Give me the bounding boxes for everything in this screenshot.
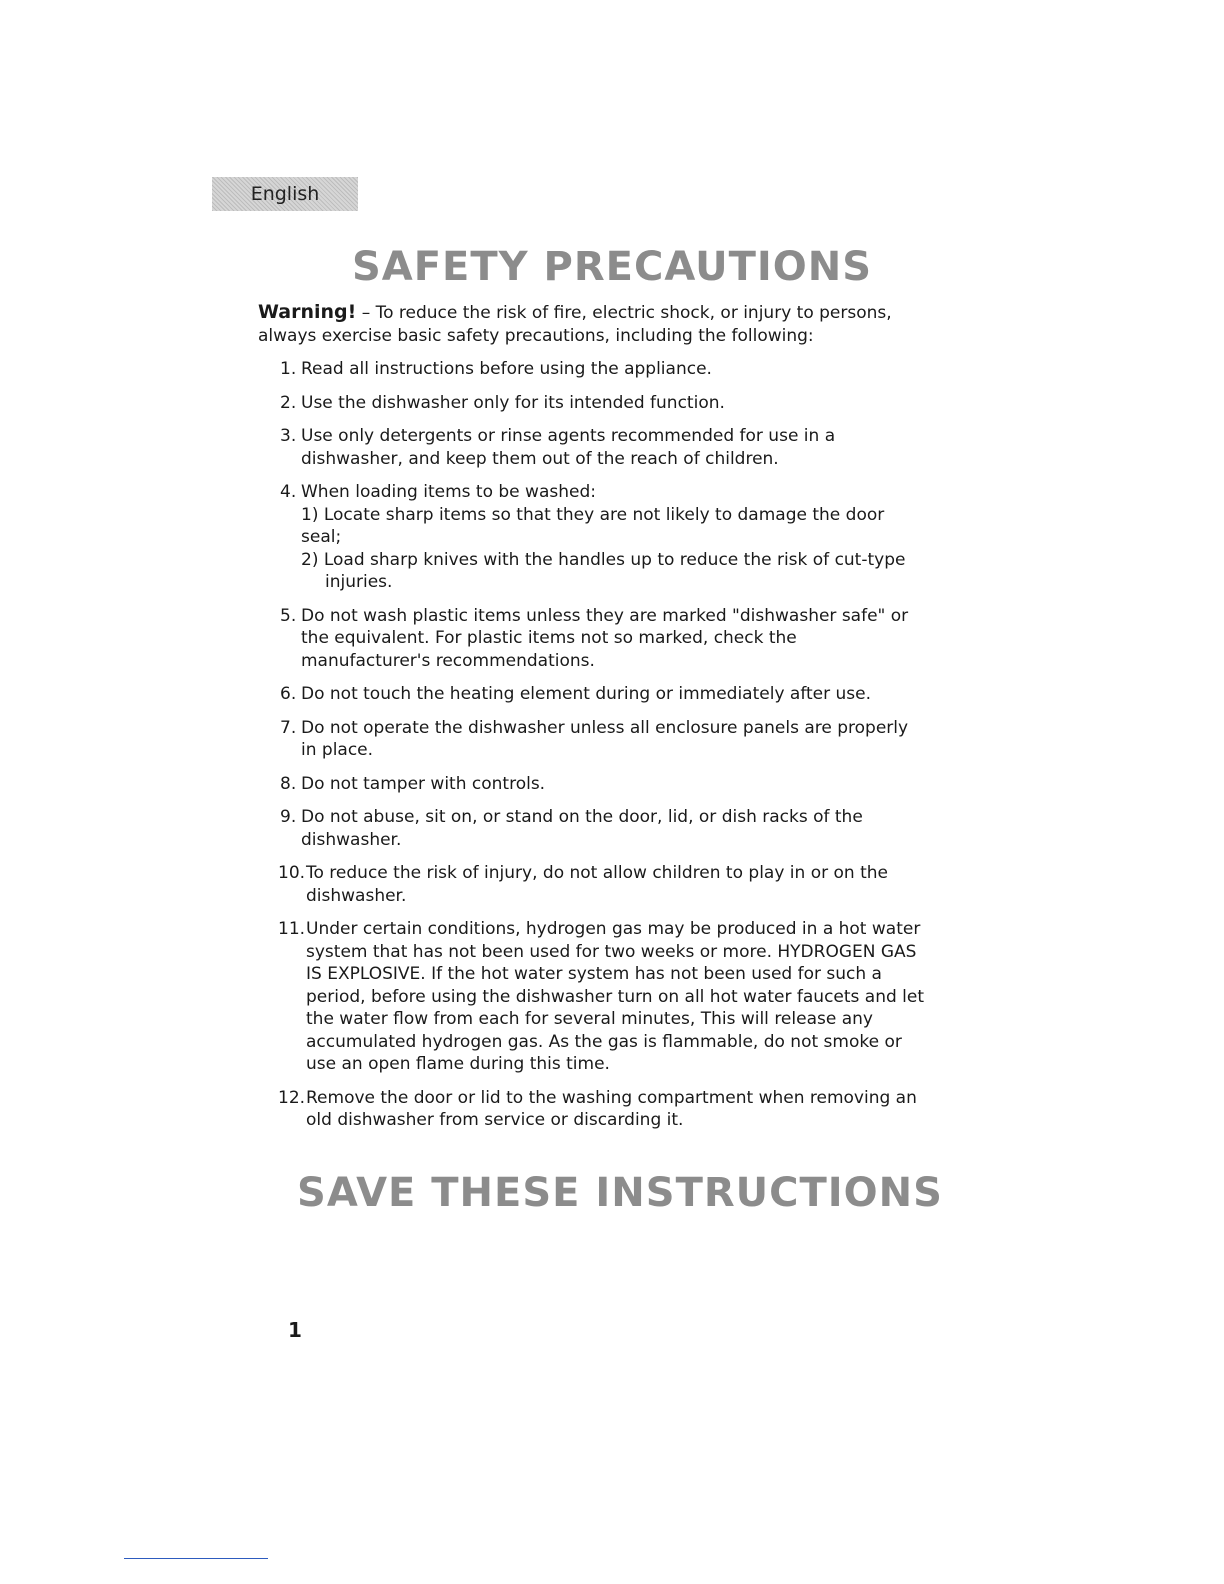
item-text: To reduce the risk of injury, do not allow children to play in or on the dishwasher. (306, 863, 888, 906)
item-number: 1. (280, 359, 297, 379)
item-number: 12. (278, 1087, 306, 1108)
list-item (258, 392, 928, 415)
warning-intro (258, 301, 926, 348)
list-item (258, 717, 928, 762)
item-number: 5. (280, 605, 297, 626)
item-text: Do not touch the heating element during or immediately after use. (301, 684, 872, 704)
item-number: 3. (280, 426, 297, 446)
warning-text: – To reduce the risk of fire, electric shock, or injury to persons, always exercise basic safety precautions, including the following: (258, 303, 892, 346)
item-text: Do not operate the dishwasher unless all enclosure panels are properly in place. (301, 717, 909, 760)
list-item (258, 806, 928, 851)
item-text: Use only detergents or rinse agents recommended for use in a dishwasher, and keep them out of the reach of children. (301, 426, 836, 469)
item-text: When loading items to be washed: (301, 482, 596, 502)
sub-item-text: 2) Load sharp knives with the handles up to reduce the risk of cut-type injuries. (301, 549, 906, 592)
page-title: SAFETY PRECAUTIONS (351, 244, 873, 290)
item-text-group (301, 481, 928, 594)
item-number: 9. (280, 807, 297, 827)
list-item (258, 481, 928, 594)
item-text: Use the dishwasher only for its intended function. (301, 392, 725, 413)
item-number: 6. (280, 684, 297, 704)
language-tab: English (212, 177, 358, 211)
item-number: 7. (280, 717, 297, 738)
footer-rule (124, 1558, 268, 1559)
item-text: Remove the door or lid to the washing compartment when removing an old dishwasher from service or discarding it. (306, 1087, 917, 1130)
list-item (258, 918, 928, 1076)
list-item (258, 773, 928, 796)
list-item (258, 862, 928, 907)
save-instructions-heading: SAVE THESE INSTRUCTIONS (297, 1170, 943, 1216)
item-number: 11. (278, 919, 306, 939)
item-number: 4. (280, 482, 297, 502)
item-number: 2. (280, 392, 297, 413)
item-text: Do not tamper with controls. (301, 773, 546, 794)
item-number: 8. (280, 773, 297, 794)
list-item (258, 605, 928, 673)
sub-item-text: 1) Locate sharp items so that they are not likely to damage the door seal; (301, 504, 885, 547)
item-number: 10. (278, 863, 306, 883)
safety-list (258, 358, 928, 1143)
list-item (258, 1087, 928, 1132)
warning-label: Warning! (258, 301, 357, 323)
item-text: Under certain conditions, hydrogen gas may be produced in a hot water system that has not been used for two weeks or more. HYDROGEN GAS IS EXPLOSIVE. If the hot water system has not been used for such a period, before using the dishwasher turn on all hot water faucets and let the water flow from each for several minutes, This will release any accumulated hydrogen gas. As the gas is flammable, do not smoke or use an open flame during this time. (306, 919, 925, 1074)
list-item (258, 358, 928, 381)
item-text: Do not wash plastic items unless they are marked "dishwasher safe" or the equivalent. For plastic items not so marked, check the manufacturer's recommendations. (301, 605, 909, 671)
item-text: Read all instructions before using the appliance. (301, 359, 712, 379)
page-number: 1 (288, 1318, 302, 1342)
item-text: Do not abuse, sit on, or stand on the door, lid, or dish racks of the dishwasher. (301, 807, 863, 850)
list-item (258, 683, 928, 706)
list-item (258, 425, 928, 470)
